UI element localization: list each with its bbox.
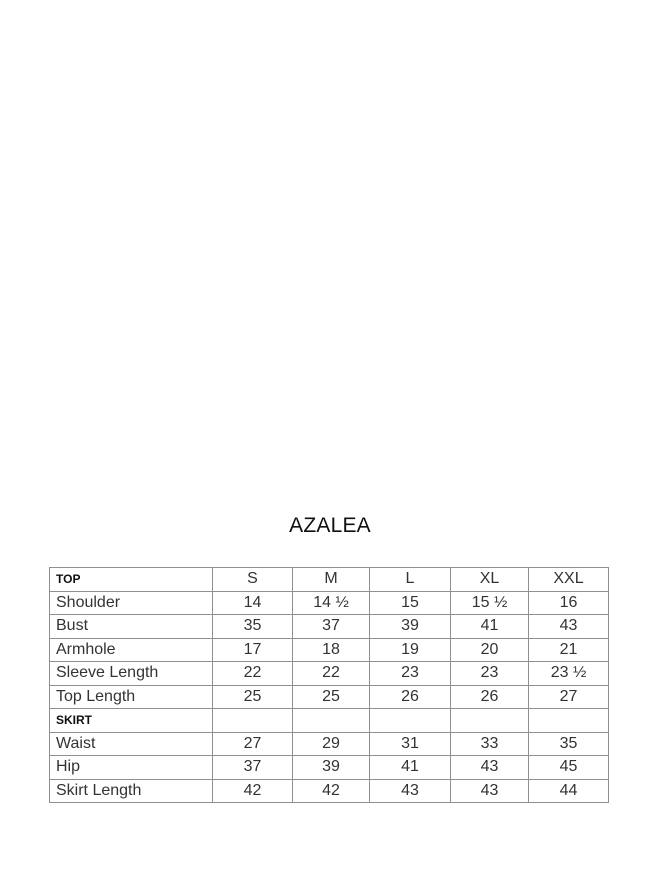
table-cell: 41 (370, 756, 451, 780)
table-cell: 27 (529, 685, 609, 709)
table-cell: 31 (370, 732, 451, 756)
table-row (50, 779, 609, 803)
table-cell: 44 (529, 779, 609, 803)
table-cell: 35 (213, 615, 293, 639)
table-cell: 22 (213, 662, 293, 686)
table-cell: 25 (293, 685, 370, 709)
table-cell: 20 (451, 638, 529, 662)
table-row (50, 756, 609, 780)
table-cell: 37 (213, 756, 293, 780)
size-header: M (293, 568, 370, 592)
table-cell: 17 (213, 638, 293, 662)
section-label-top: TOP (50, 568, 213, 592)
table-cell-empty (529, 709, 609, 733)
table-cell-empty (370, 709, 451, 733)
table-cell: 37 (293, 615, 370, 639)
table-cell: 27 (213, 732, 293, 756)
measurement-label: Hip (50, 756, 213, 780)
table-header-row (50, 568, 609, 592)
table-cell: 43 (451, 756, 529, 780)
measurement-label: Top Length (50, 685, 213, 709)
table-cell-empty (213, 709, 293, 733)
table-cell: 43 (529, 615, 609, 639)
table-cell: 43 (370, 779, 451, 803)
table-cell: 15 ½ (451, 591, 529, 615)
table-row (50, 638, 609, 662)
measurement-label: Shoulder (50, 591, 213, 615)
table-cell: 35 (529, 732, 609, 756)
table-cell: 15 (370, 591, 451, 615)
section-label-skirt: SKIRT (50, 709, 213, 733)
table-cell: 25 (213, 685, 293, 709)
measurement-label: Sleeve Length (50, 662, 213, 686)
table-cell: 41 (451, 615, 529, 639)
table-cell: 26 (370, 685, 451, 709)
table-cell: 14 ½ (293, 591, 370, 615)
table-row (50, 732, 609, 756)
table-cell: 21 (529, 638, 609, 662)
measurement-label: Waist (50, 732, 213, 756)
table-cell: 23 (451, 662, 529, 686)
table-cell: 33 (451, 732, 529, 756)
table-cell: 39 (370, 615, 451, 639)
table-cell: 22 (293, 662, 370, 686)
table-row (50, 591, 609, 615)
size-header: XL (451, 568, 529, 592)
table-cell: 14 (213, 591, 293, 615)
size-header: XXL (529, 568, 609, 592)
table-row (50, 615, 609, 639)
table-cell: 19 (370, 638, 451, 662)
table-cell: 16 (529, 591, 609, 615)
measurement-label: Skirt Length (50, 779, 213, 803)
table-cell: 39 (293, 756, 370, 780)
table-cell: 18 (293, 638, 370, 662)
table-row (50, 685, 609, 709)
table-cell: 29 (293, 732, 370, 756)
table-cell: 43 (451, 779, 529, 803)
table-cell: 23 (370, 662, 451, 686)
table-row (50, 662, 609, 686)
size-header: L (370, 568, 451, 592)
table-cell-empty (451, 709, 529, 733)
table-cell-empty (293, 709, 370, 733)
measurement-label: Armhole (50, 638, 213, 662)
measurement-label: Bust (50, 615, 213, 639)
table-cell: 42 (293, 779, 370, 803)
table-cell: 45 (529, 756, 609, 780)
size-chart-table (49, 567, 609, 803)
size-header: S (213, 568, 293, 592)
page-title: AZALEA (289, 514, 371, 537)
table-cell: 42 (213, 779, 293, 803)
section-row-skirt (50, 709, 609, 733)
table-cell: 26 (451, 685, 529, 709)
table-cell: 23 ½ (529, 662, 609, 686)
